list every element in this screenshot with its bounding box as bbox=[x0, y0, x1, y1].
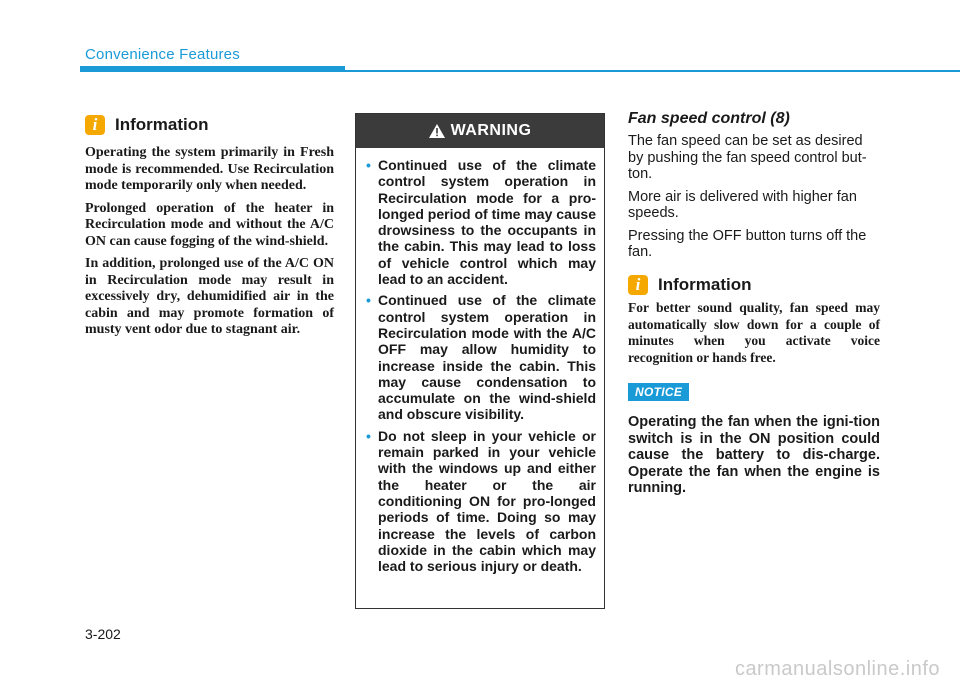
info-icon: i bbox=[85, 115, 105, 135]
watermark: carmanualsonline.info bbox=[734, 658, 940, 680]
right-info-body bbox=[628, 300, 880, 372]
warning-item bbox=[366, 157, 596, 288]
warning-title: WARNING bbox=[450, 122, 532, 139]
warning-item-text: Continued use of the climate control system operation in Recirculation mode with the A/C OFF may allow humidity to increase inside the cabin. This may cause condensation to accumulate on the wind-shield and obscure visibility. bbox=[378, 292, 596, 423]
warning-item bbox=[366, 292, 596, 423]
fan-section-body bbox=[628, 133, 880, 267]
bullet-icon: • bbox=[366, 427, 371, 444]
header-rule bbox=[345, 70, 960, 72]
info-heading-label: Information bbox=[115, 115, 209, 134]
bullet-icon: • bbox=[366, 157, 371, 173]
info-icon: i bbox=[628, 275, 648, 295]
header-bar bbox=[80, 66, 345, 72]
body-paragraph: The fan speed can be set as desired by pushing the fan speed control but-ton. bbox=[628, 133, 867, 182]
warning-box bbox=[355, 113, 605, 609]
left-info-heading bbox=[85, 115, 209, 135]
body-paragraph: Pressing the OFF button turns off the fan. bbox=[628, 227, 867, 260]
warning-item-text: Continued use of the climate control system operation in Recirculation mode for a pro-longed period of time may cause drowsiness to the occupants in the cabin. This may lead to loss of vehicle control which may lead to an accident. bbox=[378, 157, 596, 288]
header-title: Convenience Features bbox=[85, 46, 240, 63]
info-paragraph: In addition, prolonged use of the A/C ON in Recirculation mode may result in excessively dry, dehumidified air in the cabin and may promote formation of musty vent odor due to stagnant air. bbox=[85, 256, 334, 337]
right-info-heading bbox=[628, 275, 752, 295]
notice-text: Operating the fan when the igni-tion switch is in the ON position could cause the battery to dis-charge. Operate the fan when the engine is running. bbox=[628, 414, 880, 496]
info-paragraph: Prolonged operation of the heater in Recirculation mode and without the A/C ON can cause fogging of the wind-shield. bbox=[85, 200, 334, 249]
section-title: Fan speed control (8) bbox=[628, 110, 790, 127]
left-info-body bbox=[85, 145, 334, 345]
body-paragraph: More air is delivered with higher fan speeds. bbox=[628, 188, 857, 221]
warning-list bbox=[356, 148, 604, 574]
info-paragraph: Operating the system primarily in Fresh mode is recommended. Use Recirculation mode temporarily only when needed. bbox=[85, 145, 334, 193]
info-paragraph: For better sound quality, fan speed may automatically slow down for a couple of minutes when you activate voice recognition or hands free. bbox=[628, 300, 880, 365]
notice-badge: NOTICE bbox=[628, 383, 689, 401]
warning-header bbox=[356, 114, 604, 148]
info-heading-label: Information bbox=[658, 275, 752, 294]
warning-item bbox=[366, 427, 596, 575]
bullet-icon: • bbox=[366, 292, 371, 309]
warning-item-text: Do not sleep in your vehicle or remain parked in your vehicle with the windows up and either the heater or the air conditioning ON for pro-longed periods of time. Doing so may increase the levels of carbon dioxide in the cabin which may lead to serious injury or death. bbox=[378, 427, 596, 575]
page-number: 3-202 bbox=[85, 626, 121, 642]
warning-triangle-icon bbox=[429, 124, 445, 138]
